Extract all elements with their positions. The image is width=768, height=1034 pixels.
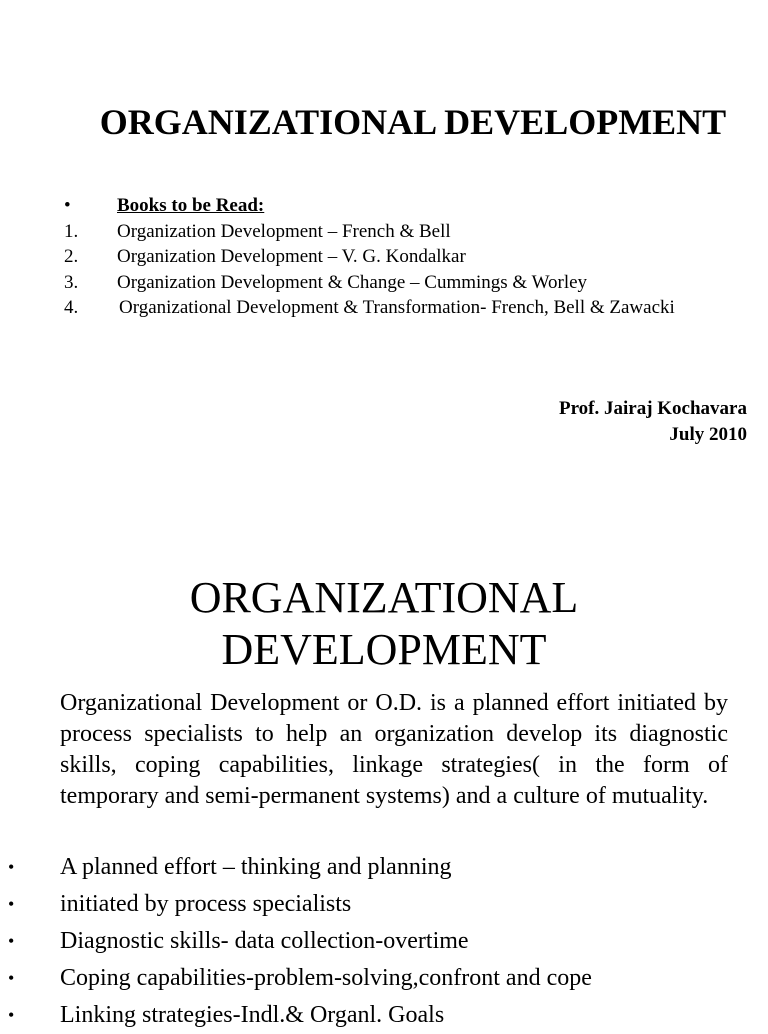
bullet-marker: •	[8, 931, 15, 951]
bullet-marker: •	[8, 894, 15, 914]
slide1-title: ORGANIZATIONAL DEVELOPMENT	[99, 102, 727, 142]
key-point-text: initiated by process specialists	[60, 891, 352, 917]
author-name: Prof. Jairaj Kochavara	[558, 398, 747, 419]
key-point	[0, 960, 768, 997]
bullet-marker: •	[8, 1005, 15, 1025]
bullet-marker: •	[64, 195, 71, 216]
book-number: 2.	[64, 246, 79, 267]
key-point-text: Coping capabilities-problem-solving,confront and cope	[60, 965, 592, 991]
key-point	[0, 997, 768, 1034]
key-point-text: Linking strategies-Indl.& Organl. Goals	[60, 1002, 445, 1028]
slide2-title-line2: DEVELOPMENT	[221, 625, 547, 674]
slide2-title	[0, 572, 768, 676]
book-number: 1.	[64, 220, 79, 242]
slide2-title-line1: ORGANIZATIONAL	[189, 573, 579, 622]
key-point	[0, 849, 768, 886]
author-block	[559, 396, 747, 448]
definition-paragraph: Organizational Development or O.D. is a planned effort initiated by process specialists to help an organization develop its diagnostic skills, coping capabilities, linkage strategies( in the form of temporary and semi-permanent systems) and a culture of mutuality.	[60, 690, 728, 809]
key-point-text: A planned effort – thinking and planning	[60, 854, 452, 880]
book-number: 3.	[64, 271, 79, 293]
key-point	[0, 886, 768, 923]
book-title: Organization Development – V. G. Kondalkar	[117, 246, 466, 267]
book-title: Organization Development – French & Bell	[117, 220, 451, 242]
bullet-marker: •	[8, 968, 15, 988]
author-date: July 2010	[669, 424, 747, 445]
key-point-text: Diagnostic skills- data collection-overtime	[60, 928, 469, 954]
book-number: 4.	[64, 297, 79, 318]
bullet-marker: •	[8, 857, 15, 877]
key-points-list	[0, 849, 768, 1034]
book-title: Organizational Development & Transformation- French, Bell & Zawacki	[119, 297, 675, 318]
book-title: Organization Development & Change – Cummings & Worley	[117, 271, 588, 293]
books-heading: Books to be Read:	[117, 195, 265, 216]
key-point	[0, 923, 768, 960]
